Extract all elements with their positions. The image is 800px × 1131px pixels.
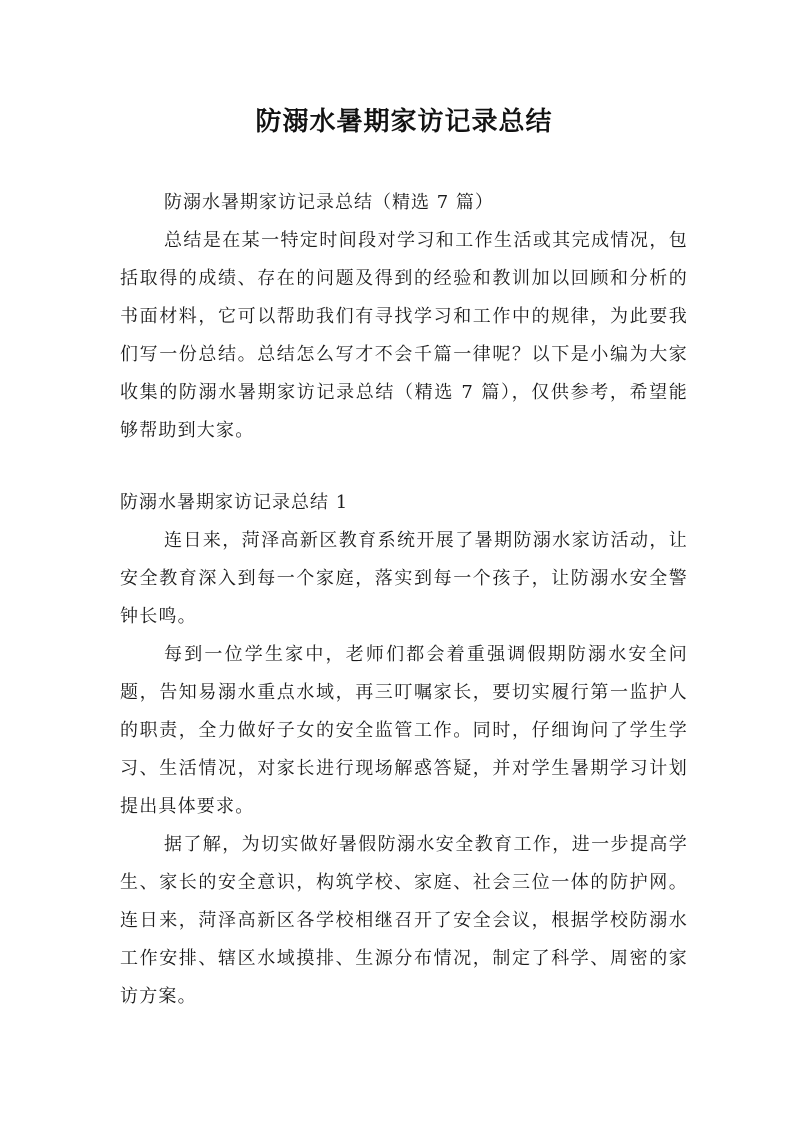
section1-paragraph-1: 连日来，菏泽高新区教育系统开展了暑期防溺水家访活动，让安全教育深入到每一个家庭，落实到每一个孩子，让防溺水安全警钟长鸣。	[120, 530, 688, 627]
section1-paragraph-2: 每到一位学生家中，老师们都会着重强调假期防溺水安全问题，告知易溺水重点水域，再三叮嘱家长，要切实履行第一监护人的职责，全力做好子女的安全监管工作。同时，仔细询问了学生学习、生活情况，对家长进行现场解惑答疑，并对学生暑期学习计划提出具体要求。	[120, 644, 688, 817]
document-subtitle: 防溺水暑期家访记录总结（精选 7 篇）	[164, 192, 494, 213]
section-heading-1: 防溺水暑期家访记录总结 1	[120, 492, 349, 513]
intro-paragraph: 总结是在某一特定时间段对学习和工作生活或其完成情况，包括取得的成绩、存在的问题及得到的经验和教训加以回顾和分析的书面材料，它可以帮助我们有寻找学习和工作中的规律，为此要我们写一份总结。总结怎么写才不会千篇一律呢？以下是小编为大家收集的防溺水暑期家访记录总结（精选 7 篇），仅供参考，希望能够帮助到大家。	[120, 230, 688, 441]
document-title: 防溺水暑期家访记录总结	[255, 107, 553, 137]
section1-paragraph-3: 据了解，为切实做好暑假防溺水安全教育工作，进一步提高学生、家长的安全意识，构筑学校、家庭、社会三位一体的防护网。连日来，菏泽高新区各学校相继召开了安全会议，根据学校防溺水工作安排、辖区水域摸排、生源分布情况，制定了科学、周密的家访方案。	[120, 834, 688, 1007]
